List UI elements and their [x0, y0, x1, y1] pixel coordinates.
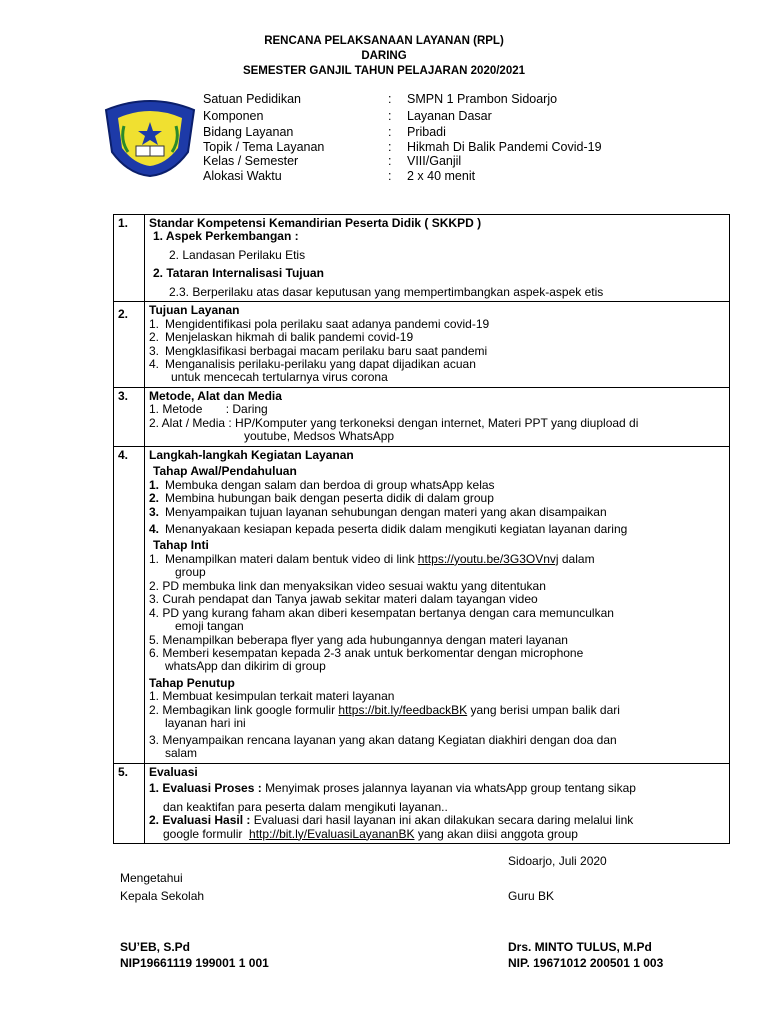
evaluation-text-part: google formulir — [163, 826, 250, 841]
principal-title: Kepala Sekolah — [120, 889, 205, 903]
info-label: Topik / Tema Layanan — [203, 139, 325, 154]
list-text: Membuka dengan salam dan berdoa di group whatsApp kelas — [165, 477, 495, 492]
list-text: Menanyakaan kesiapan kepada peserta didik dalam mengikuti kegiatan layanan daring — [165, 522, 628, 536]
phase-title-inti: Tahap Inti — [153, 538, 209, 553]
principal-nip: NIP19661119 199001 1 001 — [120, 956, 269, 970]
info-label: Alokasi Waktu — [203, 168, 282, 183]
info-value: SMPN 1 Prambon Sidoarjo — [407, 92, 558, 106]
evaluation-label: 1. Evaluasi Proses : — [149, 781, 266, 796]
info-label: Bidang Layanan — [203, 125, 294, 139]
section-number: 3. — [114, 387, 145, 446]
counselor-title: Guru BK — [508, 889, 555, 903]
evaluation-link[interactable]: http://bit.ly/EvaluasiLayananBK — [249, 826, 415, 841]
place-date: Sidoarjo, Juli 2020 — [508, 854, 607, 868]
list-text-part: Menampilkan materi dalam bentuk video di link — [165, 551, 418, 566]
section-1-content — [145, 215, 730, 302]
section-4-row — [114, 446, 730, 763]
section-5-content — [145, 763, 730, 843]
list-item: 3. Menyampaikan rencana layanan yang akan datang Kegiatan diakhiri dengan doa dan — [149, 732, 617, 747]
list-item — [149, 345, 725, 358]
school-logo-icon — [102, 96, 198, 178]
list-number: 3. — [149, 343, 160, 358]
info-colon: : — [388, 108, 392, 123]
info-label: Satuan Pedidikan — [203, 92, 301, 106]
section-1-row — [114, 215, 730, 302]
list-number: 2. — [149, 491, 160, 506]
evaluation-text: Menyimak proses jalannya layanan via whatsApp group tentang sikap — [265, 781, 636, 796]
method-line: 1. Metode : Daring — [149, 402, 268, 417]
list-continuation: group — [175, 565, 206, 580]
acknowledged-label: Mengetahui — [120, 871, 183, 885]
info-value: Layanan Dasar — [407, 108, 492, 123]
list-number: 3. — [149, 504, 160, 519]
phase-title-penutup: Tahap Penutup — [149, 675, 235, 690]
list-text: Menganalisis perilaku-perilaku yang dapat dijadikan acuan — [165, 356, 476, 371]
section-number-text: 2. — [118, 307, 129, 322]
evaluation-text-part: yang akan diisi anggota group — [414, 826, 578, 841]
list-item: 1. Membuat kesimpulan terkait materi layanan — [149, 689, 395, 704]
list-item — [149, 318, 725, 331]
info-colon: : — [388, 168, 392, 183]
counselor-nip: NIP. 19671012 200501 1 003 — [508, 956, 664, 970]
list-continuation: emoji tangan — [175, 619, 244, 634]
list-text-part: dalam — [558, 551, 595, 566]
info-row — [203, 125, 602, 140]
section-title: Langkah-langkah Kegiatan Layanan — [149, 447, 354, 462]
evaluation-continuation — [149, 828, 725, 841]
section-2-row — [114, 302, 730, 388]
list-item — [149, 506, 725, 519]
media-line: 2. Alat / Media : HP/Komputer yang terkoneksi dengan internet, Materi PPT yang diupload di — [149, 415, 639, 430]
info-value: VIII/Ganjil — [407, 154, 462, 168]
list-item: 6. Memberi kesempatan kepada 2-3 anak untuk berkomentar dengan microphone — [149, 645, 584, 660]
list-continuation: whatsApp dan dikirim di group — [165, 659, 326, 674]
doc-semester: SEMESTER GANJIL TAHUN PELAJARAN 2020/2021 — [242, 65, 526, 77]
list-continuation: untuk mencecah tertularnya virus corona — [171, 370, 388, 385]
list-item: 4. PD yang kurang faham akan diberi kesempatan bertanya dengan cara memunculkan — [149, 605, 614, 620]
list-text: Membina hubungan baik dengan peserta didik di dalam group — [165, 491, 494, 506]
list-item: 2. PD membuka link dan menyaksikan video sesuai waktu yang ditentukan — [149, 578, 546, 593]
section-5-row — [114, 763, 730, 843]
video-link[interactable]: https://youtu.be/3G3OVnvj — [417, 551, 559, 566]
section-title: Standar Kompetensi Kemandirian Peserta Didik ( SKKPD ) — [149, 216, 482, 230]
evaluation-process — [149, 782, 725, 795]
principal-name: SU’EB, S.Pd — [120, 940, 191, 954]
list-number: 2. — [149, 330, 160, 345]
section-3-content — [145, 387, 730, 446]
feedback-link[interactable]: https://bit.ly/feedbackBK — [338, 702, 468, 717]
list-continuation: layanan hari ini — [165, 716, 246, 731]
doc-title: RENCANA PELAKSANAAN LAYANAN (RPL) — [264, 35, 504, 47]
section-title: Metode, Alat dan Media — [149, 388, 282, 403]
rpl-table — [113, 214, 730, 844]
list-item — [149, 704, 725, 717]
list-item — [149, 331, 725, 344]
section-number: 1. — [114, 215, 145, 302]
info-row — [203, 169, 602, 184]
info-row — [203, 140, 602, 155]
section-number: 5. — [114, 763, 145, 843]
doc-subtitle: DARING — [361, 50, 407, 62]
list-text: Mengidentifikasi pola perilaku saat adanya pandemi covid-19 — [165, 316, 490, 331]
info-colon: : — [388, 92, 392, 106]
list-text-part: yang berisi umpan balik dari — [467, 702, 620, 717]
list-number: 1. — [149, 316, 160, 331]
phase-title-awal: Tahap Awal/Pendahuluan — [153, 464, 297, 479]
list-number: 4. — [149, 356, 160, 371]
counselor-name: Drs. MINTO TULUS, M.Pd — [508, 940, 652, 954]
evaluation-label: 2. Evaluasi Hasil : — [149, 813, 254, 828]
list-item — [149, 358, 725, 371]
info-value: Pribadi — [407, 125, 446, 139]
info-label: Komponen — [203, 108, 264, 123]
list-item — [149, 479, 725, 492]
section-title: Tujuan Layanan — [149, 303, 240, 318]
evaluation-continuation: dan keaktifan para peserta dalam mengikuti layanan.. — [163, 799, 448, 814]
aspect-title: 1. Aspek Perkembangan : — [153, 229, 299, 244]
info-row — [203, 154, 602, 169]
info-colon: : — [388, 125, 392, 139]
list-text-part: 2. Membagikan link google formulir — [149, 702, 339, 717]
list-number: 1. — [149, 477, 160, 492]
list-text — [165, 553, 595, 566]
list-text: Mengklasifikasi berbagai macam perilaku baru saat pandemi — [165, 343, 488, 358]
info-colon: : — [388, 154, 392, 168]
list-item — [149, 553, 725, 566]
list-number: 1. — [149, 551, 160, 566]
info-block — [203, 92, 602, 183]
aspect-item: 2. Landasan Perilaku Etis — [169, 247, 306, 262]
media-continuation: youtube, Medsos WhatsApp — [244, 429, 395, 444]
internalization-item: 2.3. Berperilaku atas dasar keputusan yang mempertimbangkan aspek-aspek etis — [169, 284, 604, 299]
list-number: 4. — [149, 522, 160, 536]
info-value: Hikmah Di Balik Pandemi Covid-19 — [407, 139, 602, 154]
section-3-row — [114, 387, 730, 446]
section-number: 4. — [114, 446, 145, 763]
section-title: Evaluasi — [149, 764, 198, 779]
evaluation-result — [149, 814, 725, 827]
section-4-content — [145, 446, 730, 763]
info-colon: : — [388, 139, 392, 154]
info-row — [203, 92, 602, 107]
info-row — [203, 109, 602, 124]
list-item — [149, 523, 725, 536]
info-value: 2 x 40 menit — [407, 168, 476, 183]
list-item: 5. Menampilkan beberapa flyer yang ada hubungannya dengan materi layanan — [149, 632, 568, 647]
section-number — [114, 302, 145, 388]
list-item — [149, 492, 725, 505]
info-label: Kelas / Semester — [203, 154, 299, 168]
section-2-content — [145, 302, 730, 388]
evaluation-text: Evaluasi dari hasil layanan ini akan dilakukan secara daring melalui link — [253, 813, 634, 828]
internalization-title: 2. Tataran Internalisasi Tujuan — [153, 266, 324, 281]
list-item: 3. Curah pendapat dan Tanya jawab sekitar materi dalam tayangan video — [149, 592, 538, 607]
list-text: Menyampaikan tujuan layanan sehubungan dengan materi yang akan disampaikan — [165, 504, 607, 519]
list-continuation: salam — [165, 746, 198, 760]
list-text: Menjelaskan hikmah di balik pandemi covid-19 — [165, 330, 414, 345]
